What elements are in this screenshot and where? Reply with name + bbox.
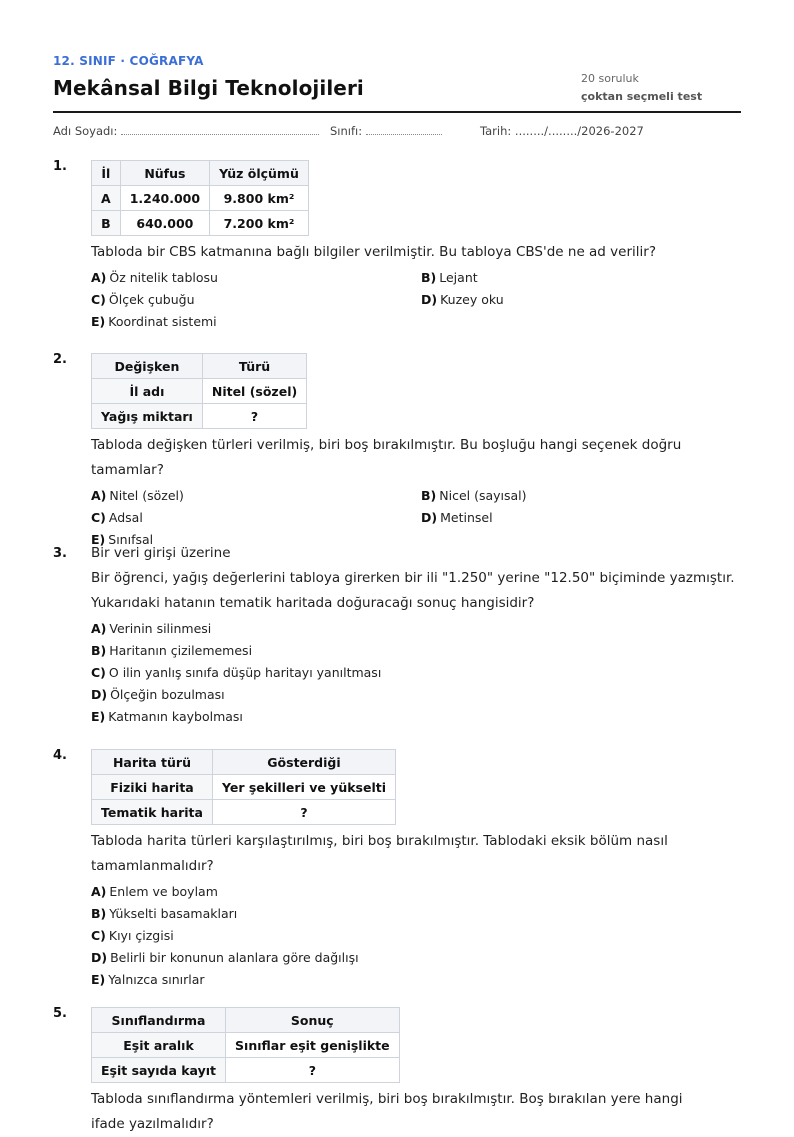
option-e[interactable] [91,706,741,728]
table-cell: Sınıflar eşit genişlikte [226,1033,400,1058]
option-letter: E) [91,532,106,547]
option-text: Verinin silinmesi [109,621,212,636]
option-letter: D) [91,687,108,702]
table-header: Türü [202,354,306,379]
question-stem: Tabloda bir CBS katmanına bağlı bilgiler verilmiştir. Bu tabloya CBS'de ne ad verilir? [91,244,656,260]
option-letter: E) [91,972,106,987]
table-cell: Eşit sayıda kayıt [92,1058,226,1083]
question-stem: Yukarıdaki hatanın tematik haritada doğuracağı sonuç hangisidir? [91,595,535,611]
table-cell: ? [202,404,306,429]
table-row [92,1033,400,1058]
page-title: Mekânsal Bilgi Teknolojileri [53,76,364,100]
option-letter: C) [91,928,106,943]
option-text: Öz nitelik tablosu [109,270,218,285]
question-stem: Tabloda harita türleri karşılaştırılmış, biri boş bırakılmıştır. Tablodaki eksik bölüm nasıl tamamlanmalıdır? [91,833,668,874]
option-d[interactable] [421,289,751,311]
option-text: Enlem ve boylam [109,884,218,899]
question-5 [53,1006,741,1137]
table-cell: A [92,186,121,211]
table-cell: Nitel (sözel) [202,379,306,404]
name-blank [121,125,319,135]
header-divider [53,111,741,113]
table-header: Gösterdiği [212,750,395,775]
option-text: Adsal [108,510,143,525]
question-4 [53,748,741,991]
class-blank [366,125,442,135]
option-a[interactable] [91,267,421,289]
option-a[interactable] [91,485,421,507]
question-count: 20 soruluk [581,72,639,85]
option-letter: A) [91,621,107,636]
table-header: İl [92,161,121,186]
option-letter: A) [91,488,107,503]
table-cell: Yer şekilleri ve yükselti [212,775,395,800]
table-header: Sonuç [226,1008,400,1033]
table-header: Yüz ölçümü [210,161,309,186]
option-d[interactable] [421,507,751,529]
answer-options [91,618,741,728]
option-a[interactable] [91,881,741,903]
option-text: Nitel (sözel) [109,488,184,503]
table-row [92,379,307,404]
option-b[interactable] [91,640,741,662]
option-letter: B) [91,906,107,921]
test-type: çoktan seçmeli test [581,90,703,103]
option-text: Kıyı çizgisi [108,928,174,943]
table-row [92,404,307,429]
name-field [53,124,319,138]
question-context: Bir öğrenci, yağış değerlerini tabloya girerken bir ili "1.250" yerine "12.50" biçiminde yazmıştır. [91,570,735,586]
option-text: Koordinat sistemi [108,314,217,329]
table-header: Harita türü [92,750,213,775]
option-c[interactable] [91,507,421,529]
option-e[interactable] [91,969,741,991]
table-cell: ? [212,800,395,825]
name-label: Adı Soyadı: [53,124,118,138]
option-letter: D) [91,950,108,965]
table-cell: 640.000 [120,211,209,236]
option-text: Nicel (sayısal) [439,488,527,503]
option-letter: A) [91,270,107,285]
table-row [92,211,309,236]
option-letter: B) [421,270,437,285]
table-cell: 9.800 km² [210,186,309,211]
option-e[interactable] [91,311,421,333]
table-header: Nüfus [120,161,209,186]
option-c[interactable] [91,289,421,311]
option-text: Belirli bir konunun alanlara göre dağılışı [110,950,359,965]
table-cell: Eşit aralık [92,1033,226,1058]
table-cell: Tematik harita [92,800,213,825]
question-table [91,749,396,825]
option-letter: C) [91,665,106,680]
option-letter: C) [91,292,106,307]
date-label: Tarih: [480,124,512,138]
option-text: Katmanın kaybolması [108,709,243,724]
option-letter: E) [91,709,106,724]
option-c[interactable] [91,662,741,684]
option-b[interactable] [91,903,741,925]
question-number: 4. [53,748,67,763]
answer-options [91,267,741,333]
question-table [91,353,307,429]
question-1 [53,159,741,333]
table-cell: İl adı [92,379,203,404]
option-letter: E) [91,314,106,329]
table-row [92,1058,400,1083]
table-cell: 7.200 km² [210,211,309,236]
option-letter: B) [91,643,107,658]
option-text: Ölçek çubuğu [108,292,195,307]
table-row [92,186,309,211]
question-table [91,160,309,236]
option-text: O ilin yanlış sınıfa düşüp haritayı yanıltması [108,665,382,680]
option-b[interactable] [421,267,751,289]
option-text: Haritanın çizilememesi [109,643,253,658]
date-field [480,124,644,138]
question-number: 1. [53,159,67,174]
option-letter: D) [421,292,438,307]
table-cell: 1.240.000 [120,186,209,211]
table-header: Değişken [92,354,203,379]
question-2 [53,352,741,551]
question-stem: Tabloda değişken türleri verilmiş, biri boş bırakılmıştır. Bu boşluğu hangi seçenek doğru tamamlar? [91,437,682,478]
question-stem: Tabloda sınıflandırma yöntemleri verilmiş, biri boş bırakılmıştır. Boş bırakılan yere hangi ifade yazılmalıdır? [91,1091,683,1132]
option-text: Ölçeğin bozulması [110,687,225,702]
option-letter: A) [91,884,107,899]
question-3 [53,541,741,728]
option-d[interactable] [91,947,741,969]
table-cell: Yağış miktarı [92,404,203,429]
question-table [91,1007,400,1083]
class-label: Sınıfı: [330,124,363,138]
table-header: Sınıflandırma [92,1008,226,1033]
option-letter: B) [421,488,437,503]
option-a[interactable] [91,618,741,640]
class-field [330,124,442,138]
table-cell: Fiziki harita [92,775,213,800]
option-letter: C) [91,510,106,525]
table-cell: ? [226,1058,400,1083]
option-b[interactable] [421,485,751,507]
question-intro: Bir veri girişi üzerine [91,545,231,561]
option-text: Lejant [439,270,478,285]
option-text: Kuzey oku [440,292,504,307]
option-letter: D) [421,510,438,525]
option-d[interactable] [91,684,741,706]
option-c[interactable] [91,925,741,947]
date-value: ......../......../2026-2027 [514,124,644,138]
option-text: Yalnızca sınırlar [108,972,205,987]
option-text: Yükselti basamakları [109,906,238,921]
answer-options [91,881,741,991]
option-text: Sınıfsal [108,532,154,547]
question-number: 2. [53,352,67,367]
subject-label: 12. SINIF · COĞRAFYA [53,54,204,68]
table-row [92,800,396,825]
table-row [92,775,396,800]
table-cell: B [92,211,121,236]
question-number: 3. [53,546,67,561]
option-text: Metinsel [440,510,493,525]
test-meta [581,70,741,106]
question-number: 5. [53,1006,67,1021]
